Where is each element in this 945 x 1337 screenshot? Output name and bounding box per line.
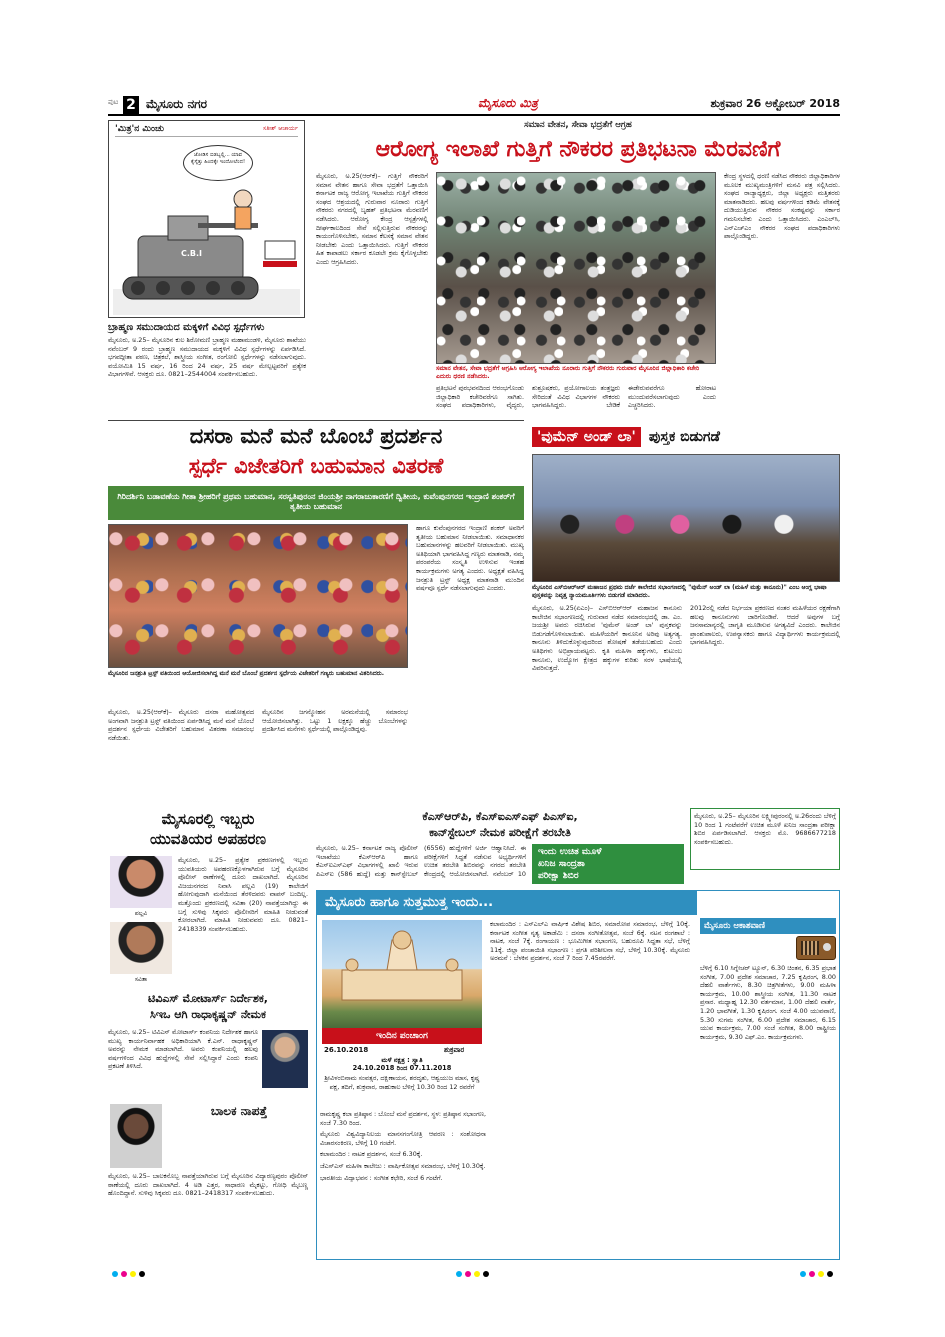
lead-headline: ಆರೋಗ್ಯ ಇಲಾಖೆ ಗುತ್ತಿಗೆ ನೌಕರರ ಪ್ರತಿಭಟನಾ ಮೆರವಣಿಗೆ [375,137,781,162]
cartoon-artist: ಸತೀಶ್ ಆಚಾರ್ಯ [263,125,298,132]
lead-photo-caption: ಸಮಾನ ವೇತನ, ಸೇವಾ ಭದ್ರತೆಗೆ ಆಗ್ರಹಿಸಿ ಆರೋಗ್ಯ ಇಲಾಖೆಯ ನೂರಾರು ಗುತ್ತಿಗೆ ನೌಕರರು ಗುರುವಾರ ಮೈಸೂರಿನ ಜಿಲ್ಲಾಧಿಕಾರಿ ಕಚೇರಿ ಎದುರು ಧರಣಿ ನಡೆಸಿದರು. [436,365,700,380]
camp-title-line2: ಖನಿಜ ಸಾಂದ್ರತಾ [538,859,585,869]
lead-body-col2: ಪ್ರತಿಭಟನೆ ಪುರಭವನದಿಂದ ಆರಂಭಗೊಂಡು ಜಿಲ್ಲಾಧಿಕಾರಿ ಕಚೇರಿವರೆಗೂ ಸಾಗಿತು. ಸಂಘದ ಪದಾಧಿಕಾರಿಗಳು, ವೈದ್ಯರು, ಶುಶ್ರೂಷಕರು, ಪ್ರಯೋಗಾಲಯ ತಂತ್ರಜ್ಞರು ಸೇರಿದಂತೆ ವಿವಿಧ ವಿಭಾಗಗಳ ನೌಕರರು ಭಾಗವಹಿಸಿದ್ದರು. ಬೇಡಿಕೆ ಈಡೇರುವವರೆಗೂ ಹೋರಾಟ ಮುಂದುವರೆಸಲಾಗುವುದು ಎಂದು ಎಚ್ಚರಿಸಿದರು. [436,384,716,410]
boy-body: ಮೈಸೂರು, ಅ.25– ಬಾಲಕನೊಬ್ಬ ನಾಪತ್ತೆಯಾಗಿರುವ ಬಗ್ಗೆ ಮೈಸೂರಿನ ವಿದ್ಯಾರಣ್ಯಪುರಂ ಪೊಲೀಸ್ ಠಾಣೆಯಲ್ಲಿ ದೂರು ದಾಖಲಾಗಿದೆ. 4 ಅಡಿ ಎತ್ತರ, ಸಾಧಾರಣ ಮೈಕಟ್ಟು, ಗೋಧಿ ಮೈಬಣ್ಣ ಹೊಂದಿದ್ದಾನೆ. ಸುಳಿವು ಸಿಕ್ಕವರು ದೂ. 0821–2418317 ಸಂಪರ್ಕಿಸಬಹುದು. [108,1172,308,1198]
tvs-body: ಮೈಸೂರು, ಅ.25– ಟಿವಿಎಸ್ ಮೋಟಾರ್ಸ್ ಕಂಪನಿಯ ನಿರ್ದೇಶಕ ಹಾಗೂ ಮುಖ್ಯ ಕಾರ್ಯನಿರ್ವಾಹಕ ಅಧಿಕಾರಿಯಾಗಿ ಕೆ.ಎನ್. ರಾಧಾಕೃಷ್ಣನ್ ಅವರನ್ನು ನೇಮಕ ಮಾಡಲಾಗಿದೆ. ಅವರು ಕಂಪನಿಯಲ್ಲಿ ಹಲವು ವರ್ಷಗಳಿಂದ ವಿವಿಧ ಹುದ್ದೆಗಳಲ್ಲಿ ಸೇವೆ ಸಲ್ಲಿಸಿದ್ದಾರೆ ಎಂದು ಕಂಪನಿ ಪ್ರಕಟಣೆ ತಿಳಿಸಿದೆ. [108,1028,258,1071]
brahmin-headline: ಬ್ರಾಹ್ಮಣ ಸಮುದಾಯದ ಮಕ್ಕಳಿಗೆ ವಿವಿಧ ಸ್ಪರ್ಧೆಗಳು [108,322,265,333]
brahmin-body: ಮೈಸೂರು, ಅ.25– ಮೈಸೂರಿನ ಕುಲ ಶಿರೋಮಣಿ ಬ್ರಾಹ್ಮಣ ಮಹಾಮಂಡಳಿ, ಮೈಸೂರು ಶಾಖೆಯು ನವೆಂಬರ್ 9 ರಂದು ಬ್ರಾಹ್ಮಣ ಸಮುದಾಯದ ಮಕ್ಕಳಿಗೆ ವಿವಿಧ ಸ್ಪರ್ಧೆಗಳನ್ನು ಏರ್ಪಡಿಸಿದೆ. ಭಗವದ್ಗೀತಾ ಪಠಣ, ಚಿತ್ರಕಲೆ, ಶಾಸ್ತ್ರೀಯ ಸಂಗೀತ, ರಂಗೋಲಿ ಸ್ಪರ್ಧೆಗಳನ್ನು ನಡೆಸಲಾಗುವುದು. ವಯೋಮಿತಿ 15 ವರ್ಷ, 16 ರಿಂದ 24 ವರ್ಷ, 25 ವರ್ಷ ಮೇಲ್ಪಟ್ಟವರಿಗೆ ಪ್ರತ್ಯೇಕ ವಿಭಾಗಗಳಿವೆ. ಆಸಕ್ತರು ದೂ. 0821–2544004 ಸಂಪರ್ಕಿಸಬಹುದು. [108,336,306,379]
city-event: ಕಲಾಮಂದಿರ : ನಾಟಕ ಪ್ರದರ್ಶನ, ಸಂಜೆ 6.30ಕ್ಕೆ. [320,1150,423,1159]
kidnap-headline-1: ಮೈಸೂರಲ್ಲಿ ಇಬ್ಬರು [161,810,255,828]
panchanga-date: 26.10.2018 [324,1046,369,1054]
lead-body-col1b [316,412,432,418]
city-event: ಜೆಎಸ್‌ಎಸ್ ಮಹಿಳಾ ಕಾಲೇಜು : ವಾರ್ಷಿಕೋತ್ಸವ ಸಮಾರಂಭ, ಬೆಳಿಗ್ಗೆ 10.30ಕ್ಕೆ. [320,1161,486,1170]
dasara-photo-winners [108,524,408,668]
boy-headline: ಬಾಲಕ ನಾಪತ್ತೆ [210,1104,268,1118]
page-header [108,96,840,114]
kidnap-photo-1 [110,856,172,908]
book-headline-rest: ಪುಸ್ತಕ ಬಿಡುಗಡೆ [648,429,720,445]
registration-marks-left [112,1262,148,1281]
cartoon-rule [115,136,298,137]
radio-text [700,936,794,966]
kidnap-photo-2 [110,922,172,974]
camp-title [532,844,684,884]
palace-drawing [322,920,482,1028]
paper-name: ಮೈಸೂರು ಮಿತ್ರ [478,96,538,110]
tank-label: C.B.I [181,249,203,258]
header-rule [108,114,840,116]
dasara-top-rule [108,420,524,421]
book-photo-release [532,454,840,582]
tvs-headline-1: ಟಿವಿಎಸ್ ಮೋಟಾರ್ಸ್ ನಿರ್ದೇಶಕ, [148,992,268,1005]
radio-title: ಮೈಸೂರು ಆಕಾಶವಾಣಿ [700,918,836,934]
tvs-photo [262,1030,308,1088]
book-headline-quote: 'ವುಮೆನ್ ಅಂಡ್ ಲಾ' [532,427,641,447]
ksrp-body: ಮೈಸೂರು, ಅ.25– ಕರ್ನಾಟಕ ರಾಜ್ಯ ಪೊಲೀಸ್ ಇಲಾಖೆಯು ಕೆಎಸ್‌ಆರ್‌ಪಿ ಹಾಗೂ ಕೆಎಸ್‌ಐಎಸ್‌ಎಫ್ ವಿಭಾಗಗಳಲ್ಲಿ ಖಾಲಿ ಇರುವ ಪಿಎಸ್‌ಐ (586 ಹುದ್ದೆ) ಮತ್ತು ಕಾನ್‌ಸ್ಟೇಬಲ್ (6556) ಹುದ್ದೆಗಳಿಗೆ ಅರ್ಜಿ ಆಹ್ವಾನಿಸಿದೆ. ಈ ಪರೀಕ್ಷೆಗಳಿಗೆ ಸಿದ್ಧತೆ ನಡೆಸುವ ಅಭ್ಯರ್ಥಿಗಳಿಗೆ ಉಚಿತ ತರಬೇತಿ ಶಿಬಿರವನ್ನು ನಗರದ ತರಬೇತಿ ಕೇಂದ್ರದಲ್ಲಿ ಆಯೋಜಿಸಲಾಗಿದೆ. ನವೆಂಬರ್ 10 [316,844,526,878]
panchanga-nakshatra-range: 24.10.2018 ರಿಂದ 07.11.2018 [352,1064,452,1072]
cartoon-bubble: ಜೋಡಿಸ ಬಿಡಬ್ಬಲ್ಲಿ... ಯಾವ ಕೈಸ್ಕೆತ್ತು ಹಿಂದಕ್ಕೇ ಇಂದೋಲೆಂದ! [183,145,253,181]
page-number-box: 2 [123,96,139,114]
dasara-photo-caption: ಮೈಸೂರಿನ ಜನಶ್ರುತಿ ಟ್ರಸ್ಟ್ ವತಿಯಿಂದ ಆಯೋಜಿಸಲಾಗಿದ್ದ ಮನೆ ಮನೆ ಬೊಂಬೆ ಪ್ರದರ್ಶನ ಸ್ಪರ್ಧೆಯ ವಿಜೇತರಿಗೆ ಗಣ್ಯರು ಬಹುಮಾನ ವಿತರಿಸಿದರು. [108,670,385,677]
radio-icon [796,936,836,960]
dasara-body-col1: ಮೈಸೂರು, ಅ.25(ಆರ್‌ಕೆ)– ಮೈಸೂರು ದಸರಾ ಮಹೋತ್ಸವದ ಅಂಗವಾಗಿ ಜನಶ್ರುತಿ ಟ್ರಸ್ಟ್ ವತಿಯಿಂದ ಏರ್ಪಡಿಸಿದ್ದ ಮನೆ ಮನೆ ಬೊಂಬೆ ಪ್ರದರ್ಶನ ಸ್ಪರ್ಧೆಯ ವಿಜೇತರಿಗೆ ಬಹುಮಾನ ವಿತರಣಾ ಸಮಾರಂಭ ನಡೆಯಿತು. [108,708,254,742]
ksrp-headline-2: ಕಾನ್‌ಸ್ಟೇಬಲ್ ನೇಮಕ ಪರೀಕ್ಷೆಗೆ ತರಬೇತಿ [429,826,571,839]
book-body-col1: ಮೈಸೂರು, ಅ.25(ಏಎಂ)– ಎಸ್‌ಬಿಆರ್‌ಆರ್ ಮಹಾಜನ ಕಾನೂನು ಕಾಲೇಜಿನ ಸಭಾಂಗಣದಲ್ಲಿ ಗುರುವಾರ ನಡೆದ ಸಮಾರಂಭದಲ್ಲಿ ಡಾ. ಎಂ. ಜಯಶ್ರೀ ಅವರು ರಚಿಸಿರುವ 'ವುಮೆನ್ ಅಂಡ್ ಲಾ' ಪುಸ್ತಕವನ್ನು ಬಿಡುಗಡೆಗೊಳಿಸಲಾಯಿತು. ಮಹಿಳೆಯರಿಗೆ ಕಾನೂನಿನ ಅರಿವು ಅತ್ಯಗತ್ಯ. ಕಾನೂನು ತಿಳಿದುಕೊಳ್ಳುವುದರಿಂದ ಶೋಷಣೆ ತಡೆಯಬಹುದು ಎಂದು ಅತಿಥಿಗಳು ಅಭಿಪ್ರಾಯಪಟ್ಟರು. ಕೃತಿ ಮಹಿಳಾ ಹಕ್ಕುಗಳು, ಕುಟುಂಬ ಕಾನೂನು, ಉದ್ಯೋಗ ಕ್ಷೇತ್ರದ ಹಕ್ಕುಗಳ ಕುರಿತು ಸರಳ ಭಾಷೆಯಲ್ಲಿ ವಿವರಿಸುತ್ತದೆ. [532,604,682,673]
ksrp-headline-1: ಕೆಎಸ್‌ಆರ್‌ಪಿ, ಕೆಎಸ್‌ಐಎಸ್‌ಎಫ್ ಪಿಎಸ್‌ಐ, [422,810,578,823]
dasara-headline-2: ಸ್ಪರ್ಧೆ ವಿಜೇತರಿಗೆ ಬಹುಮಾನ ವಿತರಣೆ [188,454,444,478]
dasara-deck: ಗಿರಿದರ್ಶಿನಿ ಬಡಾವಣೆಯ ಗೀತಾ ಶ್ರೀಹರಿಗೆ ಪ್ರಥಮ ಬಹುಮಾನ, ಸರಸ್ವತಿಪುರಂನ ಜಿಂಯಶ್ರೀ ನಾಗರಾಜುಕಾರಣಿಗೆ ದ್ವಿತೀಯ, ಕುವೆಂಪುನಗರದ ಇಂದ್ರಾಣಿ ಶಂಕರ್‌ಗೆ ತೃತೀಯ ಬಹುಮಾನ [108,486,524,520]
camp-title-line1: ಇಂದು ಉಚಿತ ಮೂಳೆ [538,847,602,857]
dasara-headline-1: ದಸರಾ ಮನೆ ಮನೆ ಬೊಂಬೆ ಪ್ರದರ್ಶನ [189,424,443,448]
kidnap-photo-2-caption: ಸವಿತಾ [134,976,148,983]
panchanga-text: ಶ್ರೀವಿಳಂಬಿನಾಮ ಸಂವತ್ಸರ, ದಕ್ಷಿಣಾಯನ, ಶರದೃತು, ಆಶ್ವಯುಜ ಮಾಸ, ಕೃಷ್ಣ ಪಕ್ಷ, ತದಿಗೆ, ಶುಕ್ರವಾರ, ರಾಹುಕಾಲ ಬೆಳಿಗ್ಗೆ 10.30 ರಿಂದ 12 ರವರೆಗೆ [324,1074,480,1091]
camp-body: ಮೈಸೂರು, ಅ.25– ಮೈಸೂರಿನ ಲಕ್ಷ್ಮೀಪುರಂನಲ್ಲಿ ಅ.26ರಂದು ಬೆಳಿಗ್ಗೆ 10 ರಿಂದ 1 ಗಂಟೆವರೆಗೆ ಉಚಿತ ಮೂಳೆ ಖನಿಜ ಸಾಂದ್ರತಾ ಪರೀಕ್ಷಾ ಶಿಬಿರ ಏರ್ಪಡಿಸಲಾಗಿದೆ. ಆಸಕ್ತರು ಮೊ. 9686677218 ಸಂಪರ್ಕಿಸಬಹುದು. [694,812,836,846]
city-events-list [320,1110,486,1256]
issue-date: ಶುಕ್ರವಾರ 26 ಅಕ್ಟೋಬರ್ 2018 [710,97,840,110]
panchanga-nakshatra: ಮಳೆ ನಕ್ಷತ್ರ : ಸ್ವಾತಿ [381,1056,423,1064]
page-label: ಪುಟ [108,98,119,106]
lead-body-col3: ಕೇಂದ್ರ ಸ್ಥಳದಲ್ಲಿ ಧರಣಿ ನಡೆಸಿದ ನೌಕರರು ಜಿಲ್ಲಾಧಿಕಾರಿಗಳ ಮೂಲಕ ಮುಖ್ಯಮಂತ್ರಿಗಳಿಗೆ ಮನವಿ ಪತ್ರ ಸಲ್ಲಿಸಿದರು. ಸಂಘದ ರಾಜ್ಯಾಧ್ಯಕ್ಷರು, ಜಿಲ್ಲಾ ಅಧ್ಯಕ್ಷರು ಮತ್ತಿತರರು ಮಾತನಾಡಿದರು. ಹಲವು ವರ್ಷಗಳಿಂದ ಕಡಿಮೆ ವೇತನಕ್ಕೆ ದುಡಿಯುತ್ತಿರುವ ನೌಕರರ ಸಂಕಷ್ಟವನ್ನು ಸರ್ಕಾರ ಗಮನಿಸಬೇಕು ಎಂದು ಒತ್ತಾಯಿಸಿದರು. ಎಂಎಲ್‌ಸಿ, ಎನ್‌ಎಚ್‌ಎಂ ನೌಕರರ ಸಂಘದ ಪದಾಧಿಕಾರಿಗಳು ಪಾಲ್ಗೊಂಡಿದ್ದರು. [724,172,840,241]
lead-body-col1: ಮೈಸೂರು, ಅ.25(ಆರ್‌ಕೆ)– ಗುತ್ತಿಗೆ ನೌಕರರಿಗೆ ಸಮಾನ ವೇತನ ಹಾಗೂ ಸೇವಾ ಭದ್ರತೆಗೆ ಒತ್ತಾಯಿಸಿ ಕರ್ನಾಟಕ ರಾಜ್ಯ ಆರೋಗ್ಯ ಇಲಾಖೆಯ ಗುತ್ತಿಗೆ ನೌಕರರ ಸಂಘದ ಆಶ್ರಯದಲ್ಲಿ ಗುರುವಾರ ನೂರಾರು ಗುತ್ತಿಗೆ ನೌಕರರು ನಗರದಲ್ಲಿ ಬೃಹತ್ ಪ್ರತಿಭಟನಾ ಮೆರವಣಿಗೆ ನಡೆಸಿದರು. ಆರೋಗ್ಯ ಕೇಂದ್ರ ಆಸ್ಪತ್ರೆಗಳಲ್ಲಿ ದೀರ್ಘಕಾಲದಿಂದ ಸೇವೆ ಸಲ್ಲಿಸುತ್ತಿರುವ ನೌಕರರನ್ನು ಕಾಯಂಗೊಳಿಸಬೇಕು, ಸಮಾನ ಕೆಲಸಕ್ಕೆ ಸಮಾನ ವೇತನ ನೀಡಬೇಕು ಎಂದು ಒತ್ತಾಯಿಸಿದರು. ಗುತ್ತಿಗೆ ನೌಕರರ ಹಿತ ಕಾಪಾಡಲು ಸರ್ಕಾರ ಕೂಡಲೇ ಕ್ರಮ ಕೈಗೊಳ್ಳಬೇಕು ಎಂದು ಆಗ್ರಹಿಸಿದರು. [316,172,428,266]
kidnap-photo-1-caption: ಪಲ್ಲವಿ [134,910,148,917]
city-event: ರಾಮಕೃಷ್ಣ ಕಲಾ ಪ್ರತಿಷ್ಠಾನ : ಬೊಂಬೆ ಮನೆ ಪ್ರದರ್ಶನ, ಸ್ಥಳ: ಪ್ರತಿಷ್ಠಾನ ಸಭಾಂಗಣ, ಸಂಜೆ 7.30 ರಿಂದ. [320,1110,486,1127]
city-event: ಭಾರತೀಯ ವಿದ್ಯಾಭವನ : ಸಂಗೀತ ಕಛೇರಿ, ಸಂಜೆ 6 ಗಂಟೆಗೆ. [320,1173,443,1182]
panchanga-photo [322,920,482,1028]
boy-photo [110,1104,162,1168]
book-body-col2: 2012ರಲ್ಲಿ ನಡೆದ ನಿರ್ಭಯಾ ಪ್ರಕರಣದ ನಂತರ ಮಹಿಳೆಯರ ರಕ್ಷಣೆಗಾಗಿ ಹಲವು ಕಾನೂನುಗಳು ಜಾರಿಗೊಂಡಿವೆ. ಆದರೆ ಅವುಗಳ ಬಗ್ಗೆ ಜನಸಾಮಾನ್ಯರಲ್ಲಿ ಜಾಗೃತಿ ಮೂಡಿಸುವ ಅಗತ್ಯವಿದೆ ಎಂದರು. ಕಾಲೇಜಿನ ಪ್ರಾಂಶುಪಾಲರು, ಉಪನ್ಯಾಸಕರು ಹಾಗೂ ವಿದ್ಯಾರ್ಥಿಗಳು ಕಾರ್ಯಕ್ರಮದಲ್ಲಿ ಭಾಗವಹಿಸಿದ್ದರು. [690,604,840,647]
dasara-body-col3: ಹಾಗೂ ಕುವೆಂಪುನಗರದ ಇಂದ್ರಾಣಿ ಶಂಕರ್ ಅವರಿಗೆ ತೃತೀಯ ಬಹುಮಾನ ನೀಡಲಾಯಿತು. ಸಮಾಧಾನಕರ ಬಹುಮಾನಗಳನ್ನು ಹಲವರಿಗೆ ನೀಡಲಾಯಿತು. ಮುಖ್ಯ ಅತಿಥಿಯಾಗಿ ಭಾಗವಹಿಸಿದ್ದ ಗಣ್ಯರು ಮಾತನಾಡಿ, ನಮ್ಮ ಪರಂಪರೆಯ ಸಂಸ್ಕೃತಿ ಉಳಿಸುವ ಇಂತಹ ಕಾರ್ಯಕ್ರಮಗಳು ಅಗತ್ಯ ಎಂದರು. ಅಧ್ಯಕ್ಷತೆ ವಹಿಸಿದ್ದ ಜನಶ್ರುತಿ ಟ್ರಸ್ಟ್ ಅಧ್ಯಕ್ಷ ಮಾತನಾಡಿ ಮುಂದಿನ ವರ್ಷವೂ ಸ್ಪರ್ಧೆ ನಡೆಸಲಾಗುವುದು ಎಂದರು. [416,524,524,593]
tvs-headline-2: ಸಿಇಒ ಆಗಿ ರಾಧಾಕೃಷ್ಣನ್ ನೇಮಕ [150,1008,266,1021]
city-middle-text: ಕಲಾಮಂದಿರ : ಎಸ್‌ಎಲ್‌ಎ ವಾರ್ಷಿಕ ವಿಶೇಷ ಶಿಬಿರ, ಸಮಾರೋಪ ಸಮಾರಂಭ, ಬೆಳಿಗ್ಗೆ 10ಕ್ಕೆ. ಕರ್ನಾಟಕ ಸಂಗೀತ ನೃತ್ಯ ಅಕಾಡೆಮಿ : ದಸರಾ ಸಂಗೀತೋತ್ಸವ, ಸಂಜೆ 6ಕ್ಕೆ. ನಟನ ರಂಗಶಾಲೆ : ನಾಟಕ, ಸಂಜೆ 7ಕ್ಕೆ. ರಂಗಾಯಣ : ಭೂಮಿಗೀತ ಸಭಾಂಗಣ, ಬಹುರೂಪಿ ಸಿದ್ಧತಾ ಸಭೆ, ಬೆಳಿಗ್ಗೆ 11ಕ್ಕೆ. ಜಿಲ್ಲಾ ಪಂಚಾಯಿತಿ ಸಭಾಂಗಣ : ಪ್ರಗತಿ ಪರಿಶೀಲನಾ ಸಭೆ, ಬೆಳಿಗ್ಗೆ 10.30ಕ್ಕೆ. ಮೈಸೂರು ಅರಮನೆ : ಬೆಳಕಿನ ಪ್ರದರ್ಶನ, ಸಂಜೆ 7 ರಿಂದ 7.45ರವರೆಗೆ. [490,920,690,963]
cartoon-box [108,120,305,318]
city-today-banner: ಮೈಸೂರು ಹಾಗೂ ಸುತ್ತಮುತ್ತ ಇಂದು... [317,891,697,915]
radio-schedule: ಬೆಳಿಗ್ಗೆ 6.10 ಸಿಗ್ನೇಚರ್ ಟ್ಯೂನ್, 6.30 ಚಿಂತನ, 6.35 ಪ್ರಭಾತ ಸಂಗೀತ, 7.00 ಪ್ರದೇಶ ಸಮಾಚಾರ, 7.25 ಕೃಷಿರಂಗ, 8.00 ದೆಹಲಿ ವಾರ್ತೆಗಳು, 8.30 ಚಿತ್ರಗೀತೆಗಳು, 9.00 ಮಹಿಳಾ ಕಾರ್ಯಕ್ರಮ, 10.00 ಶಾಸ್ತ್ರೀಯ ಸಂಗೀತ, 11.30 ನಾಟಕ ಪ್ರಸಾರ. ಮಧ್ಯಾಹ್ನ 12.30 ವರ್ತಮಾನ, 1.00 ದೆಹಲಿ ವಾರ್ತೆ, 1.20 ಭಾವಗೀತೆ, 1.30 ಕೃಷಿರಂಗ. ಸಂಜೆ 4.00 ಯುವವಾಣಿ, 5.30 ಸುಗಮ ಸಂಗೀತ, 6.00 ಪ್ರದೇಶ ಸಮಾಚಾರ, 6.15 ಯುವ ಕಾರ್ಯಕ್ರಮ, 7.00 ಸಂಜೆ ಸಂಗೀತ, 8.00 ರಾಷ್ಟ್ರೀಯ ಕಾರ್ಯಕ್ರಮ, 9.30 ಎಫ್.ಎಂ. ಕಾರ್ಯಕ್ರಮಗಳು. [700,964,836,1041]
city-event: ಮೈಸೂರು ವಿಶ್ವವಿದ್ಯಾನಿಲಯ ಮಾನಸಗಂಗೋತ್ರಿ ಆವರಣ : ಸಂಶೋಧನಾ ವಿಚಾರಸಂಕಿರಣ, ಬೆಳಿಗ್ಗೆ 10 ಗಂಟೆಗೆ. [320,1130,486,1147]
section-title: ಮೈಸೂರು ನಗರ [146,97,208,111]
lead-kicker: ಸಮಾನ ವೇತನ, ಸೇವಾ ಭದ್ರತೆಗೆ ಆಗ್ರಹ [524,120,632,130]
panchanga-label: ಇಂದಿನ ಪಂಚಾಂಗ [322,1028,482,1044]
panchanga-day: ಶುಕ್ರವಾರ [444,1046,465,1054]
book-headline [532,426,840,450]
cartoon-drawing [113,181,300,315]
lead-photo-protest [436,172,716,364]
registration-marks-center [456,1262,492,1281]
kidnap-headline-2: ಯುವತಿಯರ ಅಪಹರಣ [149,830,267,848]
kidnap-body: ಮೈಸೂರು, ಅ.25– ಪ್ರತ್ಯೇಕ ಪ್ರಕರಣಗಳಲ್ಲಿ ಇಬ್ಬರು ಯುವತಿಯರು ಅಪಹರಣಕ್ಕೊಳಗಾಗಿರುವ ಬಗ್ಗೆ ಮೈಸೂರಿನ ಪೊಲೀಸ್ ಠಾಣೆಗಳಲ್ಲಿ ದೂರು ದಾಖಲಾಗಿದೆ. ಮೈಸೂರಿನ ವಿಜಯನಗರದ ನಿವಾಸಿ ಪಲ್ಲವಿ (19) ಕಾಲೇಜಿಗೆ ಹೋಗುವುದಾಗಿ ಮನೆಯಿಂದ ತೆರಳಿದವರು ವಾಪಸ್ ಬಂದಿಲ್ಲ. ಮತ್ತೊಂದು ಪ್ರಕರಣದಲ್ಲಿ ಸವಿತಾ (20) ನಾಪತ್ತೆಯಾಗಿದ್ದು ಈ ಬಗ್ಗೆ ಸುಳಿವು ಸಿಕ್ಕವರು ಪೊಲೀಸರಿಗೆ ಮಾಹಿತಿ ನೀಡುವಂತೆ ಕೋರಲಾಗಿದೆ. ಮಾಹಿತಿ ನೀಡುವವರು ದೂ. 0821–2418339 ಸಂಪರ್ಕಿಸಬಹುದು. [178,856,308,933]
book-photo-caption: ಮೈಸೂರಿನ ಎಸ್‌ಬಿಆರ್‌ಆರ್ ಮಹಾಜನ ಪ್ರಥಮ ದರ್ಜೆ ಕಾಲೇಜಿನ ಸಭಾಂಗಣದಲ್ಲಿ "ವುಮೆನ್ ಅಂಡ್ ಲಾ (ಮಹಿಳೆ ಮತ್ತು ಕಾನೂನು)" ಎಂಬ ಆಂಗ್ಲ ಭಾಷಾ ಪುಸ್ತಕವನ್ನು ನಿವೃತ್ತ ನ್ಯಾಯಮೂರ್ತಿಗಳು ಬಿಡುಗಡೆ ಮಾಡಿದರು. [532,584,827,599]
dasara-body-col2: ಮೈಸೂರಿನ ಜಗನ್ಮೋಹನ ಅರಮನೆಯಲ್ಲಿ ಸಮಾರಂಭ ಆಯೋಜಿಸಲಾಗಿತ್ತು. ಒಟ್ಟು 1 ಲಕ್ಷಕ್ಕೂ ಹೆಚ್ಚು ಬೊಂಬೆಗಳನ್ನು ಪ್ರದರ್ಶಿಸಿದ ಮನೆಗಳು ಸ್ಪರ್ಧೆಯಲ್ಲಿ ಪಾಲ್ಗೊಂಡಿದ್ದವು. [262,708,408,734]
cartoon-title: 'ಮಿತ್ರ'ನ ಮಿಂಚು [115,124,165,134]
registration-marks-right [800,1262,836,1281]
camp-title-line3: ಪರೀಕ್ಷಾ ಶಿಬಿರ [538,871,579,881]
